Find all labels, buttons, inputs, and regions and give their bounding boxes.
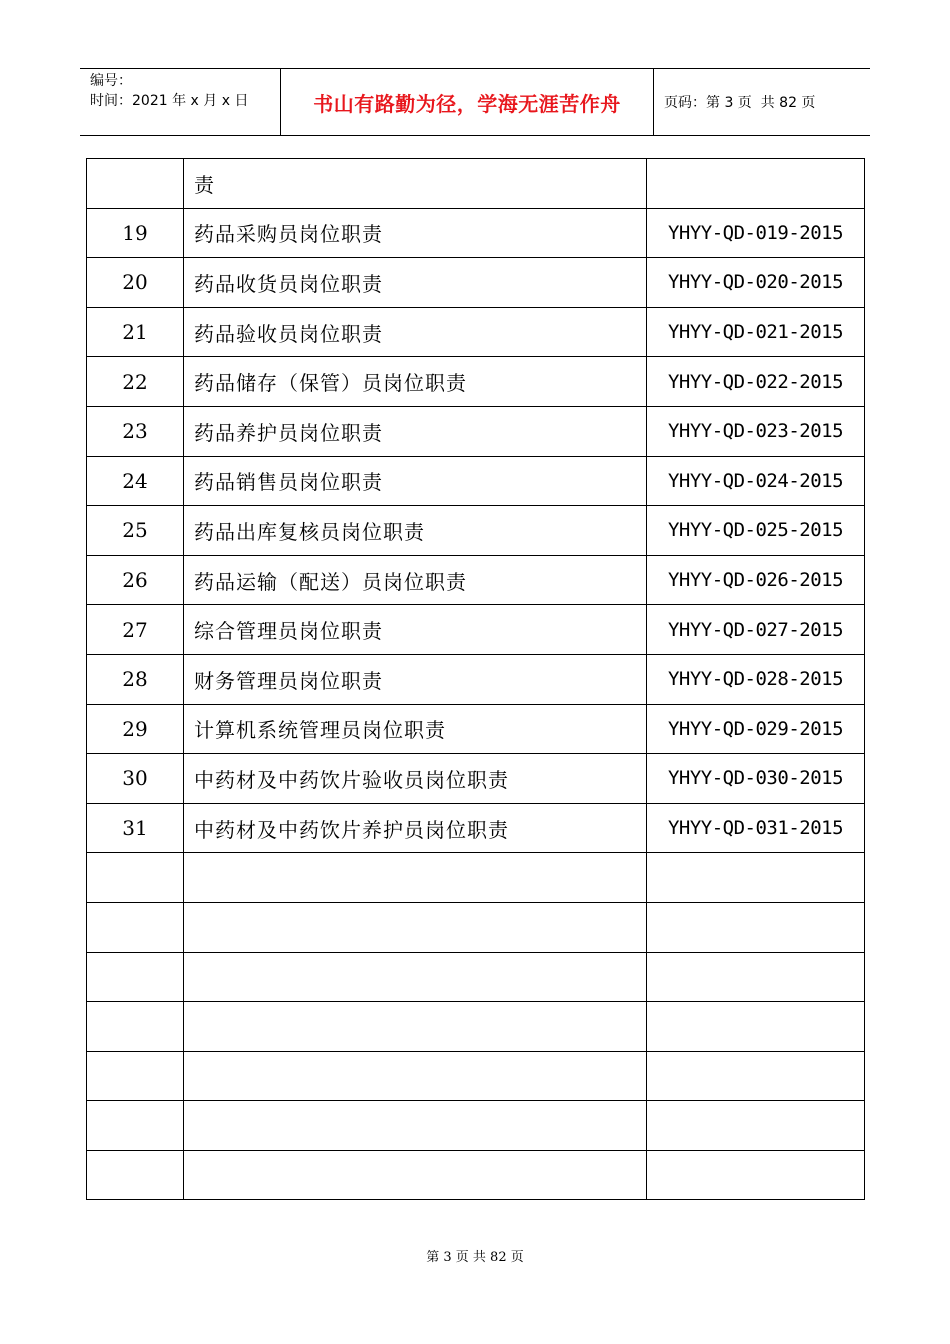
- header-page-label: 页码：第 3 页 共 82 页: [664, 95, 816, 111]
- row-number-cell: [87, 952, 184, 1002]
- table-row: [87, 258, 865, 308]
- document-code-cell: YHYY-QD-027-2015: [647, 605, 865, 655]
- row-number-cell: 19: [87, 208, 184, 258]
- table-row: [87, 208, 865, 258]
- table-row: [87, 605, 865, 655]
- row-number-cell: 24: [87, 456, 184, 506]
- document-code-cell: YHYY-QD-022-2015: [647, 357, 865, 407]
- table-row: [87, 506, 865, 556]
- row-number-cell: 22: [87, 357, 184, 407]
- document-code-cell: YHYY-QD-024-2015: [647, 456, 865, 506]
- table-row: [87, 1051, 865, 1101]
- table-row: [87, 654, 865, 704]
- table-row: [87, 456, 865, 506]
- table-row: [87, 902, 865, 952]
- duty-name-cell: [184, 1002, 647, 1052]
- row-number-cell: [87, 1051, 184, 1101]
- row-number-cell: 25: [87, 506, 184, 556]
- table-row: [87, 704, 865, 754]
- duty-name-cell: [184, 1051, 647, 1101]
- duty-name-cell: 药品验收员岗位职责: [184, 307, 647, 357]
- document-code-cell: [647, 1051, 865, 1101]
- row-number-cell: 29: [87, 704, 184, 754]
- row-number-cell: [87, 1101, 184, 1151]
- duty-name-cell: [184, 902, 647, 952]
- table-row: [87, 1101, 865, 1151]
- time-label: 时间：2021 年 x 月 x 日: [90, 93, 249, 109]
- duty-name-cell: [184, 1101, 647, 1151]
- serial-label: 编号：: [90, 73, 132, 89]
- duty-name-cell: 药品养护员岗位职责: [184, 406, 647, 456]
- document-code-cell: YHYY-QD-026-2015: [647, 555, 865, 605]
- duty-name-cell: 综合管理员岗位职责: [184, 605, 647, 655]
- duty-name-cell: 计算机系统管理员岗位职责: [184, 704, 647, 754]
- row-number-cell: 27: [87, 605, 184, 655]
- row-number-cell: 30: [87, 754, 184, 804]
- document-code-cell: YHYY-QD-028-2015: [647, 654, 865, 704]
- document-code-cell: [647, 159, 865, 209]
- duty-name-cell: 药品储存（保管）员岗位职责: [184, 357, 647, 407]
- row-number-cell: [87, 902, 184, 952]
- duty-name-cell: 药品销售员岗位职责: [184, 456, 647, 506]
- duty-name-cell: [184, 1150, 647, 1200]
- table-row: [87, 1150, 865, 1200]
- row-number-cell: 31: [87, 803, 184, 853]
- duty-name-cell: 财务管理员岗位职责: [184, 654, 647, 704]
- header-motto: 书山有路勤为径，学海无涯苦作舟: [281, 69, 654, 135]
- row-number-cell: [87, 853, 184, 903]
- row-number-cell: 20: [87, 258, 184, 308]
- row-number-cell: 26: [87, 555, 184, 605]
- document-code-cell: YHYY-QD-021-2015: [647, 307, 865, 357]
- document-code-cell: YHYY-QD-023-2015: [647, 406, 865, 456]
- duty-name-cell: 药品运输（配送）员岗位职责: [184, 555, 647, 605]
- document-code-cell: [647, 902, 865, 952]
- table-row: [87, 357, 865, 407]
- duty-name-cell: 中药材及中药饮片养护员岗位职责: [184, 803, 647, 853]
- duty-name-cell: [184, 952, 647, 1002]
- duty-name-cell: 责: [184, 159, 647, 209]
- table-row: [87, 853, 865, 903]
- table-row: [87, 159, 865, 209]
- document-code-cell: YHYY-QD-025-2015: [647, 506, 865, 556]
- row-number-cell: 28: [87, 654, 184, 704]
- document-code-cell: YHYY-QD-029-2015: [647, 704, 865, 754]
- table-row: [87, 406, 865, 456]
- document-code-cell: YHYY-QD-019-2015: [647, 208, 865, 258]
- header-meta: [80, 69, 281, 135]
- table-row: [87, 754, 865, 804]
- row-number-cell: [87, 159, 184, 209]
- document-code-cell: YHYY-QD-030-2015: [647, 754, 865, 804]
- duty-name-cell: 中药材及中药饮片验收员岗位职责: [184, 754, 647, 804]
- table-row: [87, 803, 865, 853]
- row-number-cell: 21: [87, 307, 184, 357]
- row-number-cell: 23: [87, 406, 184, 456]
- row-number-cell: [87, 1150, 184, 1200]
- document-code-cell: [647, 1002, 865, 1052]
- table-row: [87, 307, 865, 357]
- duty-name-cell: 药品出库复核员岗位职责: [184, 506, 647, 556]
- page-footer: 第 3 页 共 82 页: [426, 1250, 524, 1265]
- duty-name-cell: [184, 853, 647, 903]
- table-row: [87, 952, 865, 1002]
- page-header: [80, 68, 870, 136]
- table-row: [87, 1002, 865, 1052]
- document-code-cell: [647, 1101, 865, 1151]
- duty-table-body: [87, 159, 865, 1200]
- document-code-cell: YHYY-QD-031-2015: [647, 803, 865, 853]
- document-code-cell: [647, 1150, 865, 1200]
- table-row: [87, 555, 865, 605]
- document-code-cell: [647, 853, 865, 903]
- row-number-cell: [87, 1002, 184, 1052]
- document-code-cell: [647, 952, 865, 1002]
- document-code-cell: YHYY-QD-020-2015: [647, 258, 865, 308]
- duty-name-cell: 药品采购员岗位职责: [184, 208, 647, 258]
- duty-name-cell: 药品收货员岗位职责: [184, 258, 647, 308]
- duty-table: [86, 158, 865, 1200]
